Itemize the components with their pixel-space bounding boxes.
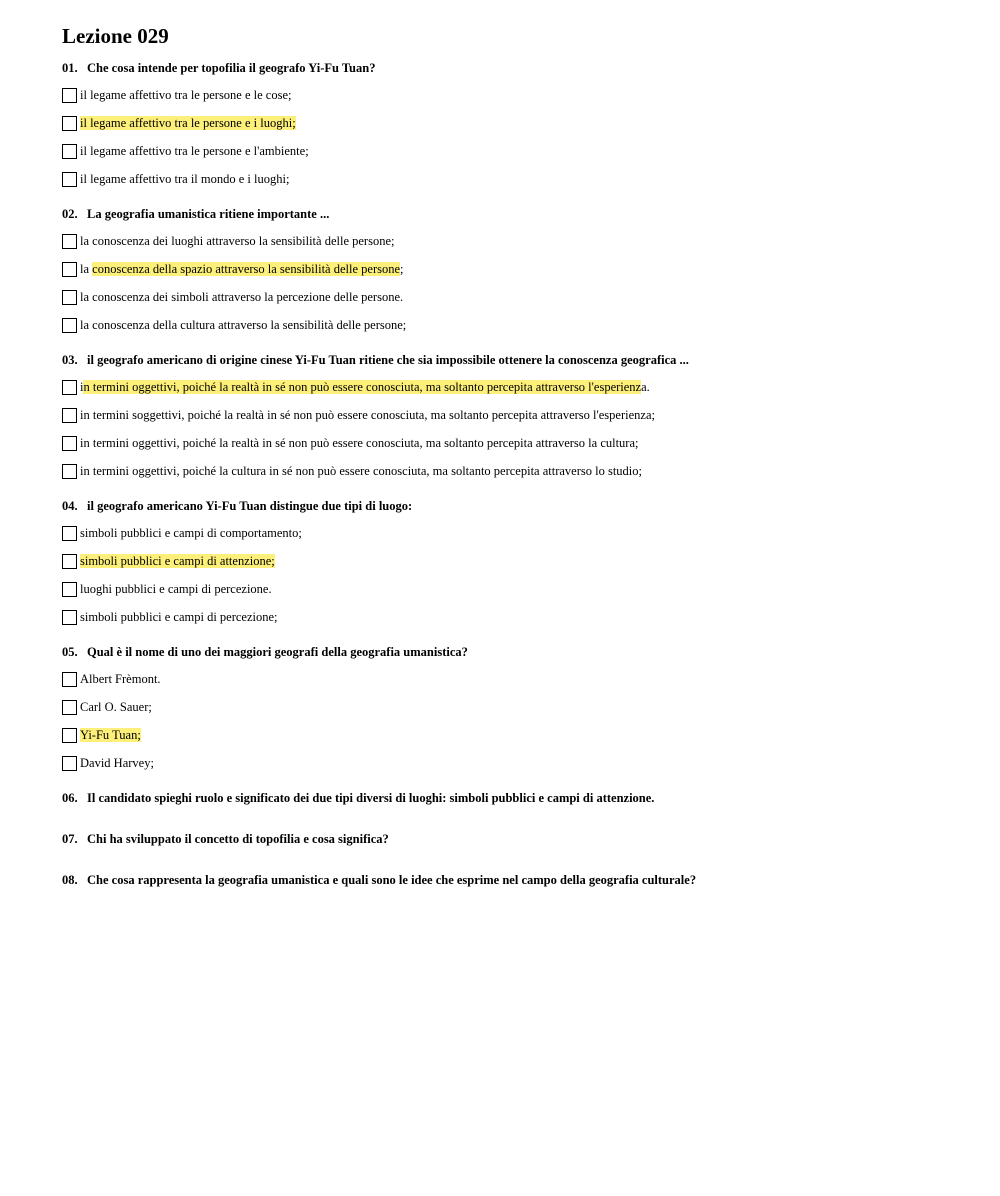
answer-list <box>62 519 962 631</box>
answer-checkbox[interactable] <box>62 526 77 541</box>
answer-checkbox[interactable] <box>62 408 77 423</box>
question-number: 05. <box>62 645 78 659</box>
answer-text: simboli pubblici e campi di percezione; <box>80 609 278 624</box>
answer-option[interactable] <box>62 227 962 255</box>
question-label: il geografo americano Yi-Fu Tuan distingue due tipi di luogo: <box>87 499 413 513</box>
answer-label <box>80 582 272 597</box>
answer-label <box>80 172 289 187</box>
answer-text-highlighted: simboli pubblici e campi di attenzione; <box>80 553 275 568</box>
answer-text: in termini oggettivi, poiché la cultura in sé non può essere conosciuta, ma soltanto percepita attraverso lo studio; <box>80 463 642 478</box>
answer-text-highlighted: conoscenza della spazio attraverso la sensibilità delle persone <box>92 261 401 276</box>
answer-label <box>80 144 309 159</box>
answer-label <box>80 318 406 333</box>
answer-checkbox[interactable] <box>62 756 77 771</box>
question-label: il geografo americano di origine cinese Yi-Fu Tuan ritiene che sia impossibile ottenere la conoscenza geografica ... <box>87 353 689 367</box>
answer-option[interactable] <box>62 283 962 311</box>
question-number: 03. <box>62 353 78 367</box>
question-1 <box>62 60 962 193</box>
answer-checkbox[interactable] <box>62 234 77 249</box>
answer-text: in termini soggettivi, poiché la realtà in sé non può essere conosciuta, ma soltanto percepita attraverso l'esperienza; <box>80 407 655 422</box>
answer-checkbox[interactable] <box>62 582 77 597</box>
question-number: 08. <box>62 873 78 887</box>
answer-text: Carl O. Sauer; <box>80 699 152 714</box>
answer-option[interactable] <box>62 721 962 749</box>
answer-text: la conoscenza della cultura attraverso la sensibilità delle persone; <box>80 317 407 332</box>
answer-label <box>80 672 161 687</box>
answer-list <box>62 665 962 777</box>
answer-checkbox[interactable] <box>62 380 77 395</box>
answer-checkbox[interactable] <box>62 144 77 159</box>
answer-text: la conoscenza dei simboli attraverso la percezione delle persone. <box>80 289 404 304</box>
document-page <box>62 24 962 888</box>
question-number: 04. <box>62 499 78 513</box>
answer-text: simboli pubblici e campi di comportamento; <box>80 525 302 540</box>
answer-checkbox[interactable] <box>62 116 77 131</box>
answer-option[interactable] <box>62 749 962 777</box>
question-label: Che cosa intende per topofilia il geografo Yi-Fu Tuan? <box>87 61 376 75</box>
answer-label <box>80 290 403 305</box>
answer-checkbox[interactable] <box>62 464 77 479</box>
answer-checkbox[interactable] <box>62 318 77 333</box>
answer-text: il legame affettivo tra le persone e l'ambiente; <box>80 143 309 158</box>
answer-option[interactable] <box>62 575 962 603</box>
answer-option[interactable] <box>62 603 962 631</box>
question-label: Chi ha sviluppato il concetto di topofilia e cosa significa? <box>87 832 389 846</box>
question-text <box>62 790 962 806</box>
answer-option[interactable] <box>62 519 962 547</box>
answer-label <box>80 408 655 423</box>
question-5 <box>62 644 962 777</box>
answer-text: a. <box>641 379 650 394</box>
question-text <box>62 872 962 888</box>
question-6 <box>62 790 962 806</box>
answer-checkbox[interactable] <box>62 436 77 451</box>
answer-checkbox[interactable] <box>62 610 77 625</box>
page-title: Lezione 029 <box>62 24 169 48</box>
answer-text: i <box>80 379 84 394</box>
answer-checkbox[interactable] <box>62 728 77 743</box>
answer-text: il legame affettivo tra le persone e le cose; <box>80 87 292 102</box>
answer-label <box>80 756 154 771</box>
question-number: 06. <box>62 791 78 805</box>
answer-text: la conoscenza dei luoghi attraverso la sensibilità delle persone; <box>80 233 395 248</box>
answer-list <box>62 81 962 193</box>
answer-text: Albert Frèmont. <box>80 671 161 686</box>
answer-label <box>80 234 394 249</box>
answer-label <box>80 610 278 625</box>
answer-checkbox[interactable] <box>62 290 77 305</box>
answer-list <box>62 373 962 485</box>
answer-checkbox[interactable] <box>62 700 77 715</box>
question-8 <box>62 872 962 888</box>
question-number: 01. <box>62 61 78 75</box>
answer-list <box>62 227 962 339</box>
answer-label <box>80 554 275 569</box>
answer-label <box>80 380 650 395</box>
question-list <box>62 60 962 888</box>
answer-checkbox[interactable] <box>62 554 77 569</box>
answer-option[interactable] <box>62 255 962 283</box>
answer-label <box>80 262 404 277</box>
question-text <box>62 831 962 847</box>
question-text <box>62 498 962 514</box>
question-4 <box>62 498 962 631</box>
question-text <box>62 352 962 368</box>
answer-option[interactable] <box>62 693 962 721</box>
answer-option[interactable] <box>62 429 962 457</box>
answer-label <box>80 526 302 541</box>
answer-text: ; <box>400 261 404 276</box>
answer-option[interactable] <box>62 547 962 575</box>
answer-label <box>80 116 296 131</box>
question-number: 07. <box>62 832 78 846</box>
answer-option[interactable] <box>62 81 962 109</box>
answer-text: il legame affettivo tra il mondo e i luoghi; <box>80 171 290 186</box>
answer-option[interactable] <box>62 109 962 137</box>
question-label: La geografia umanistica ritiene importante ... <box>87 207 330 221</box>
question-text <box>62 644 962 660</box>
answer-option[interactable] <box>62 457 962 485</box>
answer-text: luoghi pubblici e campi di percezione. <box>80 581 272 596</box>
answer-text: la <box>80 261 93 276</box>
answer-label <box>80 464 642 479</box>
question-label: Il candidato spieghi ruolo e significato dei due tipi diversi di luoghi: simboli pubblici e campi di attenzione. <box>87 791 655 805</box>
question-number: 02. <box>62 207 78 221</box>
answer-checkbox[interactable] <box>62 172 77 187</box>
question-3 <box>62 352 962 485</box>
answer-option[interactable] <box>62 373 962 401</box>
answer-text-highlighted: n termini oggettivi, poiché la realtà in sé non può essere conosciuta, ma soltanto percepita attraverso l'esperienz <box>83 379 642 394</box>
answer-text-highlighted: il legame affettivo tra le persone e i luoghi; <box>80 115 296 130</box>
answer-checkbox[interactable] <box>62 262 77 277</box>
answer-option[interactable] <box>62 665 962 693</box>
answer-text-highlighted: Yi-Fu Tuan; <box>80 727 141 742</box>
question-text <box>62 60 962 76</box>
answer-label <box>80 88 291 103</box>
answer-option[interactable] <box>62 137 962 165</box>
answer-checkbox[interactable] <box>62 672 77 687</box>
answer-label <box>80 436 639 451</box>
answer-option[interactable] <box>62 311 962 339</box>
question-text <box>62 206 962 222</box>
question-label: Qual è il nome di uno dei maggiori geografi della geografia umanistica? <box>87 645 468 659</box>
answer-label <box>80 728 141 743</box>
question-label: Che cosa rappresenta la geografia umanistica e quali sono le idee che esprime nel campo della geografia culturale? <box>87 873 697 887</box>
question-7 <box>62 831 962 847</box>
answer-checkbox[interactable] <box>62 88 77 103</box>
question-2 <box>62 206 962 339</box>
answer-option[interactable] <box>62 401 962 429</box>
answer-label <box>80 700 152 715</box>
answer-text: David Harvey; <box>80 755 154 770</box>
answer-text: in termini oggettivi, poiché la realtà in sé non può essere conosciuta, ma soltanto percepita attraverso la cultura; <box>80 435 639 450</box>
answer-option[interactable] <box>62 165 962 193</box>
